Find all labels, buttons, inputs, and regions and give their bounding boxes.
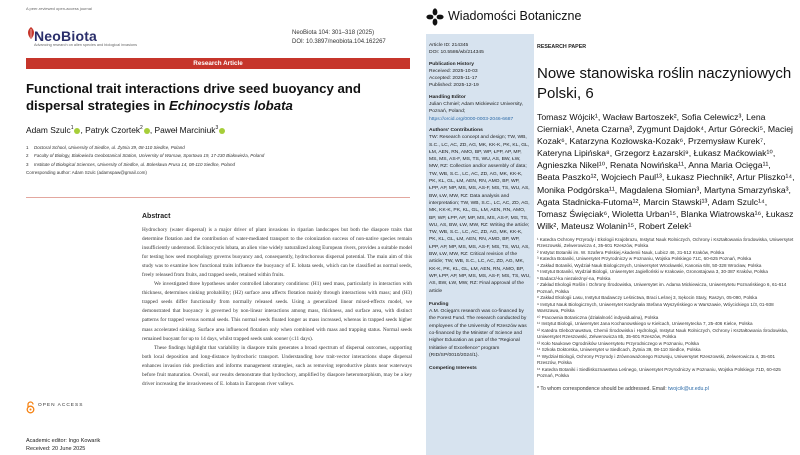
orcid-icon[interactable] — [219, 128, 225, 134]
received-date: Received: 2025-10-03 — [429, 68, 478, 74]
orcid-link[interactable]: https://orcid.org/0000-0003-2046-6687 — [429, 116, 514, 122]
affiliation: ⁵ Instytut Botaniki, Wydział Biologii, Uniwersytet Jagielloński w Krakowie, Gronostajowa 3, 30-387 Kraków, Polska — [537, 269, 768, 275]
funding-text: A.M. Ocięga's research was co-financed by the Forest Fund. The research conducted by employees of the University of Rzeszów was co-financed by the Minister of Science and Higher Education as part of the "Regional Initiative of Excellence" program (RID/SP/0010/2024/1). — [429, 309, 527, 358]
journal-tagline: A peer-reviewed open-access journal — [26, 6, 92, 11]
journal-name: Wiadomości Botaniczne — [448, 9, 582, 23]
affiliation: ¹⁰ Pracownia Botaniczna (działalność indywidualna), Polska — [537, 314, 659, 320]
doi-link[interactable]: DOI: 10.3897/neobiota.104.162267 — [292, 39, 386, 45]
affiliations — [26, 144, 414, 177]
handling-editor-heading: Handling Editor — [429, 94, 466, 100]
affiliation: ⁴ Zakład Botaniki, Wydział Nauk Biologicznych, Uniwersytet Wrocławski, Kanonia 6/8, 50-328 Wrocław, Polska — [537, 262, 762, 268]
orcid-icon[interactable] — [144, 128, 150, 134]
article-type-bar: Research Article — [26, 58, 410, 69]
contributions-text: TW: Research concept and design; TW, WB, S.C., LC, AC, ZD, AG, MK, KK-K, PK, KL, GL, ŁM, AEN, RN, AMO, BP, WP, ŁPP, AP, MP, MS, MS, AS-F, MS, TS, WU, AS, BW, ŁW, MW, RZ: Collection and/or assembly of data; TW, WB, S.C., LC, AC, ZD, AG, MK, KK-K, PK, KL, GL, ŁM, AEN, RN, AMO, BP, WP, ŁPP, AP, MP, MS, MS, AS-F, MS, TS, WU, AS, BW, ŁW, MW, RZ: Data analysis and interpretation; TW, WB, S.C., LC, AC, ZD, AG, MK, KK-K, PK, KL, GL, ŁM, AEN, RN, AMO, BP, WP, ŁPP, AP, MP, MS, MS, AS-F, MS, TS, WU, AS, BW, ŁW, MW, RZ: Writing the article; TW, WB, S.C., LC, AC, ZD, AG, MK, KK-K, PK, KL, GL, ŁM, AEN, RN, AMO, BP, WP, ŁPP, AP, MP, MS, MS, AS-F, MS, TS, WU, AS, BW, ŁW, MW, RZ: Critical revision of the article; TW, WB, S.C., LC, AC, ZD, AG, MK, KK-K, PK, KL, GL, ŁM, AEN, RN, AMO, BP, WP, ŁPP, AP, MP, MS, MS, AS-F, MS, TS, WU, AS, BW, ŁW, MW, RZ: Final approval of the article — [429, 135, 531, 294]
competing-interests-heading: Competing Interests — [429, 366, 477, 372]
affiliation: ² Instytut Botaniki im. W. Szafera Polskiej Akademii Nauk, Lubicz 46, 31-512 Kraków, Polska — [537, 249, 725, 255]
journal-header — [420, 0, 800, 34]
article-title — [26, 80, 414, 114]
divider — [26, 197, 410, 198]
open-access-label: OPEN ACCESS — [38, 403, 84, 408]
published-date: Published: 2025-12-19 — [429, 83, 479, 89]
funding-heading: Funding — [429, 301, 449, 307]
article-main — [537, 44, 795, 392]
author-list: Tomasz Wójcik¹, Wacław Bartoszek², Sofia Celewicz³, Lena Cierniak¹, Aneta Czarna³, Zygmunt Dajdok⁴, Artur Górecki⁵, Maciej Kozak⁶, Katarzyna Kozłowska-Kozak⁶, Przemysław Kurek⁷, Kateryna Lipińska⁸, Grzegorz Łazarski⁹, Łukasz Maćkowiak¹⁰, Agnieszka Nikel¹⁰, Renata Nowińska¹¹, Anna Maria Ocięga¹¹, Beata Paszko¹², Wojciech Paul¹³, Łukasz Piechnik², Artur Pliszko¹⁴, Monika Podgórska¹¹, Magdalena Słomian³, Martyna Smarzyńska³, Agata Stadnicka-Futoma¹², Marcin Stawski¹³, Adam Szulc¹⁴, Tomasz Święciak⁶, Wioletta Urban¹⁵, Blanka Wiatrowska¹⁶, Łukasz Wilk², Mateusz Wolanin¹⁵, Robert Zelek¹ — [537, 112, 795, 231]
affiliation: ¹⁶ Katedra Botaniki i Siedliskoznawstwa Leśnego, Uniwersytet Przyrodniczy w Poznaniu, Wojska Polskiego 71D, 60-625 Poznań, Polska — [537, 366, 781, 379]
abstract-paragraph: These findings highlight that variability in diaspore traits generates a broad spectrum of dispersal outcomes, supporting both local deposition and long-distance hydrochoric transport. Understanding how trait-vector interactions shape dispersal enhances invasion risk prediction and informs management strategies, such as removing reproductive plants near waterways before fruit maturation. Overall, our results demonstrate that hydrochory, amplified by diaspore heteromorphism, may be a key driver increasing the invasiveness of E. lobata in European river valleys. — [142, 344, 412, 387]
academic-editor: Academic editor: Ingo Kowarik — [26, 438, 101, 444]
author-list: Adam Szulc$^1$ , Patryk Czortek$^2$ , Paweł Marciniuk$^3$ — [26, 125, 225, 135]
affiliation: ¹ Katedra Ochrony Przyrody i Ekologii Krajobrazu, Instytut Nauk Rolniczych, Ochrony i Kształtowania Środowiska, Uniwersytet Rzeszowski, Zelwerowicza 4, 35-601 Rzeszów, Polska — [537, 236, 794, 249]
affiliation: ¹² Katedra Gleboznawstwa, Chemii Środowiska i Hydrologii, Instytut Nauk Rolniczych, Ochrony i Kształtowania Środowiska, Uniwersytet Rzeszowski, Zelwerowicza 8b, 35-601 Rzeszów, Polska — [537, 327, 788, 340]
affiliation: ⁹ Instytut Nauk Biologicznych, Uniwersytet Kardynała Stefana Wyszyńskiego w Warszawie, Wóycickiego 1/3, 01-938 Warszawa, Polska — [537, 301, 774, 314]
author[interactable]: Patryk Czortek$^2$ — [85, 125, 150, 135]
handling-editor: Julian Chmiel; Adam Mickiewicz University, Poznań, Poland; — [429, 102, 524, 115]
journal-flower-icon — [426, 8, 444, 26]
accepted-date: Accepted: 2025-11-17 — [429, 76, 478, 82]
affiliation: ¹⁴ Szkoła Doktorska, Uniwersytet w Siedlcach, Żytnia 39, 08-110 Siedlce, Polska — [537, 347, 701, 353]
title-text: Functional trait interactions drive seed buoyancy and dispersal strategies in — [26, 81, 361, 113]
affiliation: 2 Faculty of Biology, Białowieża Geobotanical Station, University of Warsaw, Sportowa 19, 17-230 Białowieża, Poland — [26, 153, 265, 159]
affiliation: ¹⁵ Wydział Biologii, Ochrony Przyrody i Zrównoważonego Rozwoju, Uniwersytet Rzeszowski, Zelwerowicza 4, 35-601 Rzeszów, Polska — [537, 353, 776, 366]
email-link[interactable]: twojcik@ur.edu.pl — [668, 385, 709, 392]
citation: NeoBiota 104: 301–318 (2025) — [292, 30, 375, 36]
citation-block — [292, 29, 418, 47]
affiliations — [537, 237, 795, 380]
affiliation: ⁸ Zakład Ekologii Lasu, Instytut Badawczy Leśnictwa, Braci Leśnej 3, Sękocin Stary, Raszyn, 05-090, Polska — [537, 295, 758, 301]
sidebar-content — [429, 42, 531, 372]
author[interactable]: Adam Szulc$^1$ — [26, 125, 80, 135]
wb-article — [420, 0, 800, 455]
abstract-paragraph: Hydrochory (water dispersal) is a major driver of plant invasions in riparian landscapes but both the diaspore traits that determine flotation and the contribution of water-mediated transport to the colonization success of non-native species remain insufficiently understood. Echinocystis lobata, an alien vine widely naturalized along European rivers, provides a suitable model for testing how seed morphology governs buoyancy and, consequently, hydrochorous dispersal potential. The main aim of this study was to examine how functional traits influence the buoyancy of E. lobata seeds, which can be classified as normal seeds, freely released from fruits, and trapped seeds, retained within fruits. — [142, 227, 412, 279]
author[interactable]: Paweł Marciniuk$^3$ — [154, 125, 225, 135]
affiliation: ⁷ Zakład Ekologii Roślin i Ochrony Środowiska, Uniwersytet im. Adama Mickiewicza, Uniwersytetu Poznańskiego 6, 61-614 Poznań, Polska — [537, 282, 787, 294]
affiliation: 3 Institute of Biological Sciences, University of Siedlce, ul. Bolesława Prusa 14, 08-110 Siedlce, Poland — [26, 161, 236, 167]
affiliation: ⁶ Badacz/-ka niezależny/-na, Polska — [537, 275, 611, 281]
article-title: Nowe stanowiska roślin naczyniowych Polski, 6 — [537, 65, 792, 102]
open-access-icon — [26, 401, 35, 414]
affiliation: ³ Katedra Botaniki, Uniwersytet Przyrodniczy w Poznaniu, Wojska Polskiego 71C, 60-625 Poznań, Polska — [537, 256, 752, 262]
orcid-icon[interactable] — [74, 128, 80, 134]
editorial-info — [26, 437, 100, 453]
contributions-heading: Authors' Contributions — [429, 127, 483, 133]
affiliation: ¹³ Koło Naukowe Ogrodników Uniwersytetu Przyrodniczego w Poznaniu, Polska — [537, 340, 699, 346]
corresponding-author: Corresponding author: Adam Szulc (adamspaw@gmail.com) — [26, 169, 147, 175]
doi-link[interactable]: DOI: 10.5586/wb/214345 — [429, 50, 484, 56]
abstract-body — [142, 226, 412, 389]
abstract-paragraph: We investigated three hypotheses under controlled laboratory conditions: (H1) seed mass, particularly in interaction with thickness, determines sinking probability; (H2) surface area affects flotation mainly through interactions with mass; and (H3) trapped seeds differ functionally from normally released seeds. Using a generalized linear mixed-effects model, we demonstrated that buoyancy is governed by non-linear interactions among mass, thickness, and surface area, with distinct patterns for trapped versus normal seeds. This normal seeds floated longer as mass increased, whereas in trapped seeds higher mass accelerated sinking. Surface area influenced flotation only when combined with mass and trapping status. Normal seeds remained buoyant for up to 14 days, whilst trapped seeds sank sooner (≤11 days). — [142, 281, 412, 342]
journal-logo-name: NeoBiota — [34, 28, 98, 44]
affiliation: 1 Doctoral School, University of Siedlce, ul. Żytnia 39, 08-110 Siedlce, Poland — [26, 145, 185, 150]
abstract-heading: Abstract — [142, 213, 171, 220]
correspondence: * To whom correspondence should be addressed. Email: twojcik@ur.edu.pl — [537, 385, 709, 392]
affiliation: ¹¹ Instytut Biologii, Uniwersytet Jana Kochanowskiego w Kielcach, Uniwersytecka 7, 25-406 Kielce, Polska — [537, 321, 753, 327]
article-id: Article ID: 214345 — [429, 43, 469, 48]
journal-subtitle: Advancing research on alien species and biological invasions — [34, 43, 138, 47]
title-species: Echinocystis lobata — [168, 98, 293, 113]
pub-history-heading: Publication History — [429, 61, 474, 67]
article-type: RESEARCH PAPER — [537, 44, 587, 50]
received-date: Received: 20 June 2025 — [26, 446, 86, 452]
